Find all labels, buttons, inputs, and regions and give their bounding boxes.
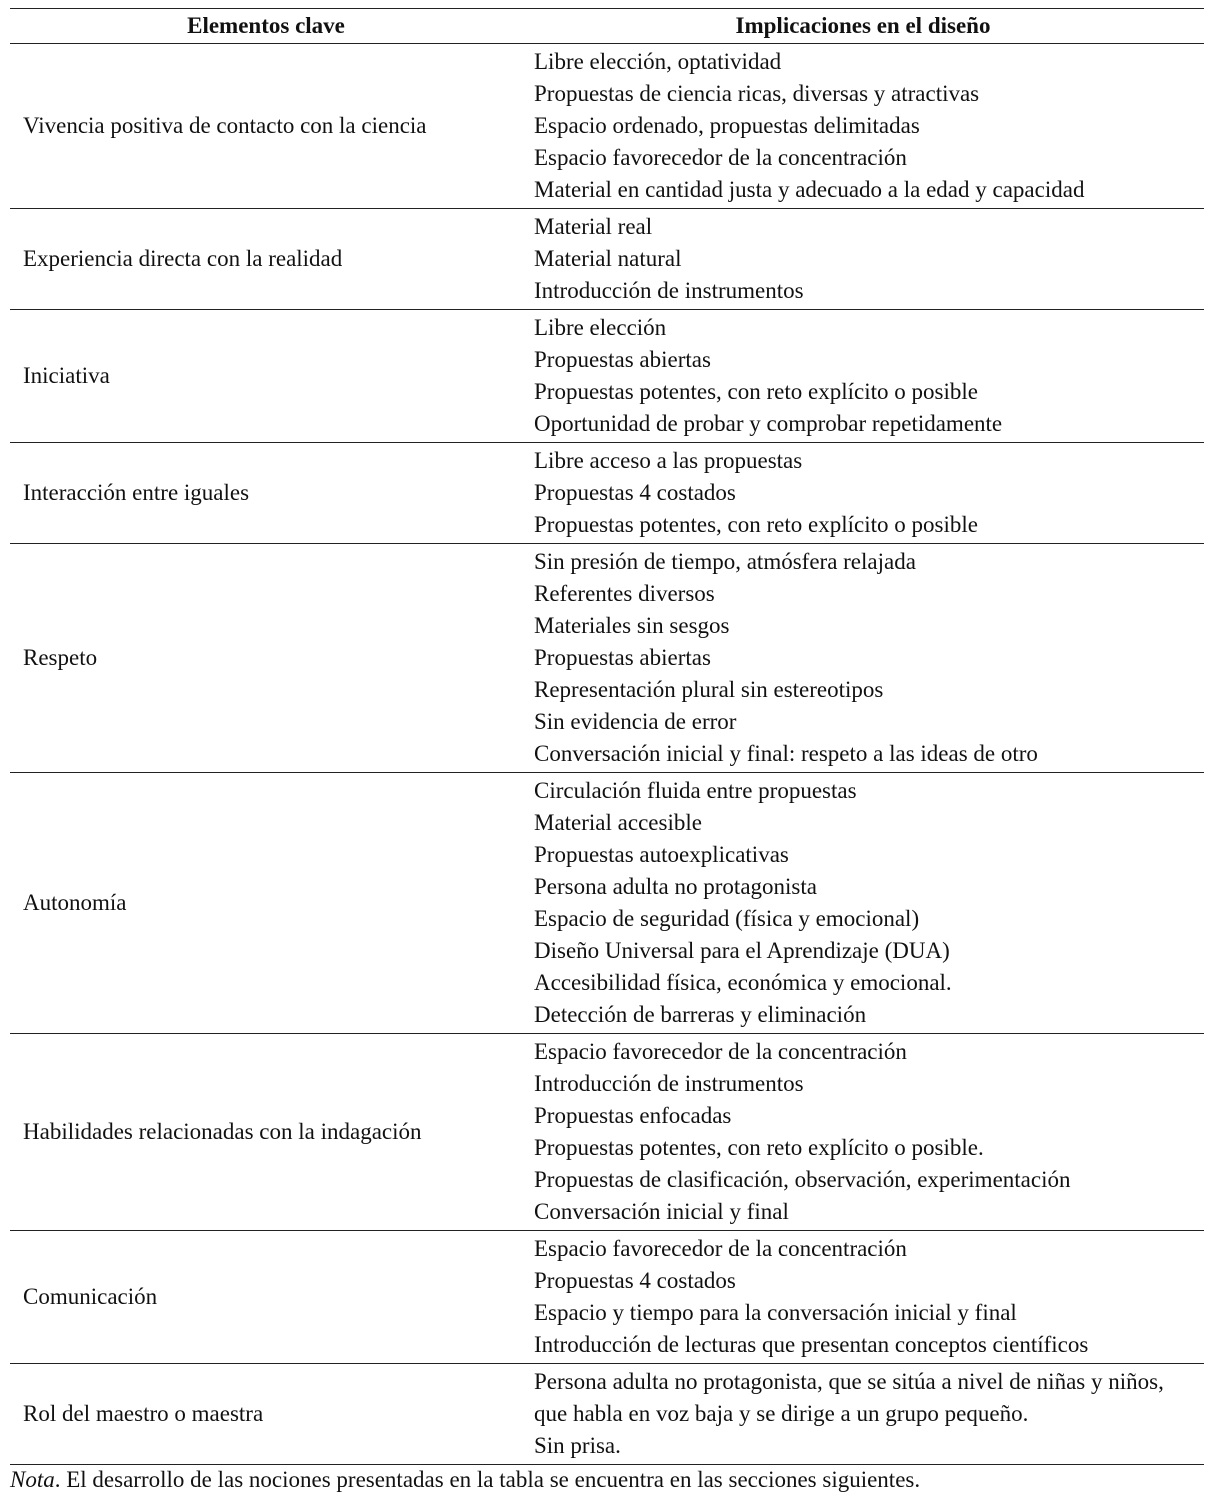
implication-item: Espacio de seguridad (física y emocional) [534, 906, 920, 931]
implication-item: Sin prisa. [534, 1433, 621, 1458]
implication-item: Detección de barreras y eliminación [534, 1002, 867, 1027]
table-row [10, 1364, 1204, 1465]
implication-item: Material natural [534, 246, 682, 271]
implications-cell [522, 773, 1204, 1034]
key-element-cell: Habilidades relacionadas con la indagación [23, 1119, 422, 1144]
table-row [10, 44, 1204, 209]
implications-cell [522, 544, 1204, 773]
header-row [10, 9, 1204, 44]
table-row [10, 1034, 1204, 1231]
implication-item: Espacio y tiempo para la conversación inicial y final [534, 1300, 1017, 1325]
table-row [10, 443, 1204, 544]
implication-item: Propuestas de ciencia ricas, diversas y atractivas [534, 81, 980, 106]
table-row [10, 310, 1204, 443]
implication-item: Circulación fluida entre propuestas [534, 778, 857, 803]
implication-item: Introducción de instrumentos [534, 1071, 804, 1096]
key-element-cell: Comunicación [23, 1284, 158, 1309]
implication-item: Propuestas abiertas [534, 645, 711, 670]
table-body [10, 44, 1204, 1465]
implication-item: Espacio ordenado, propuestas delimitadas [534, 113, 920, 138]
implication-item: Diseño Universal para el Aprendizaje (DUA) [534, 938, 950, 963]
implication-item: Propuestas 4 costados [534, 1268, 736, 1293]
implication-item: Sin evidencia de error [534, 709, 737, 734]
implication-item: Oportunidad de probar y comprobar repetidamente [534, 411, 1003, 436]
implication-item: Libre elección, optatividad [534, 49, 782, 74]
implication-item: Espacio favorecedor de la concentración [534, 145, 907, 170]
design-elements-table [10, 8, 1204, 1465]
table-row [10, 544, 1204, 773]
key-element-cell: Experiencia directa con la realidad [23, 246, 343, 271]
key-element-cell: Iniciativa [23, 363, 110, 388]
table-row [10, 1231, 1204, 1364]
implication-item: Espacio favorecedor de la concentración [534, 1236, 907, 1261]
implication-item: Material real [534, 214, 653, 239]
implication-item: Propuestas enfocadas [534, 1103, 732, 1128]
implication-item: Persona adulta no protagonista [534, 874, 817, 899]
implication-item: Materiales sin sesgos [534, 613, 730, 638]
design-elements-table-container [10, 8, 1204, 1465]
table-row [10, 209, 1204, 310]
implication-item: Conversación inicial y final: respeto a las ideas de otro [534, 741, 1038, 766]
implication-item: Espacio favorecedor de la concentración [534, 1039, 907, 1064]
implication-item: Propuestas 4 costados [534, 480, 736, 505]
table-note [10, 1464, 920, 1496]
table-row [10, 773, 1204, 1034]
note-label: Nota [10, 1467, 55, 1492]
implication-item: Referentes diversos [534, 581, 715, 606]
implication-item: Libre elección [534, 315, 667, 340]
implication-item: Propuestas autoexplicativas [534, 842, 789, 867]
implications-cell [522, 443, 1204, 544]
implication-item: Conversación inicial y final [534, 1199, 789, 1224]
implication-item: Introducción de instrumentos [534, 278, 804, 303]
note-text: . El desarrollo de las nociones presentadas en la tabla se encuentra en las secciones siguientes. [54, 1467, 921, 1492]
implications-cell [522, 1034, 1204, 1231]
implications-cell [522, 44, 1204, 209]
header-design-implications: Implicaciones en el diseño [735, 13, 991, 38]
implication-item: Sin presión de tiempo, atmósfera relajada [534, 549, 916, 574]
implication-item: Persona adulta no protagonista, que se sitúa a nivel de niñas y niños, que habla en voz baja y se dirige a un grupo pequeño. [534, 1369, 1164, 1426]
implications-cell [522, 310, 1204, 443]
key-element-cell: Autonomía [23, 890, 127, 915]
key-element-cell: Vivencia positiva de contacto con la ciencia [23, 113, 427, 138]
implication-item: Propuestas de clasificación, observación, experimentación [534, 1167, 1071, 1192]
key-element-cell: Interacción entre iguales [23, 480, 250, 505]
key-element-cell: Rol del maestro o maestra [23, 1401, 264, 1426]
implication-item: Propuestas abiertas [534, 347, 711, 372]
implication-item: Propuestas potentes, con reto explícito o posible [534, 379, 978, 404]
table-header [10, 9, 1204, 44]
implication-item: Representación plural sin estereotipos [534, 677, 884, 702]
implications-cell [522, 1364, 1204, 1465]
implications-cell [522, 1231, 1204, 1364]
implications-cell [522, 209, 1204, 310]
implication-item: Introducción de lecturas que presentan conceptos científicos [534, 1332, 1089, 1357]
implication-item: Libre acceso a las propuestas [534, 448, 803, 473]
header-key-elements: Elementos clave [187, 13, 345, 38]
implication-item: Accesibilidad física, económica y emocional. [534, 970, 952, 995]
implication-item: Material accesible [534, 810, 702, 835]
implication-item: Propuestas potentes, con reto explícito o posible [534, 512, 978, 537]
implication-item: Propuestas potentes, con reto explícito o posible. [534, 1135, 984, 1160]
key-element-cell: Respeto [23, 645, 98, 670]
implication-item: Material en cantidad justa y adecuado a la edad y capacidad [534, 177, 1085, 202]
